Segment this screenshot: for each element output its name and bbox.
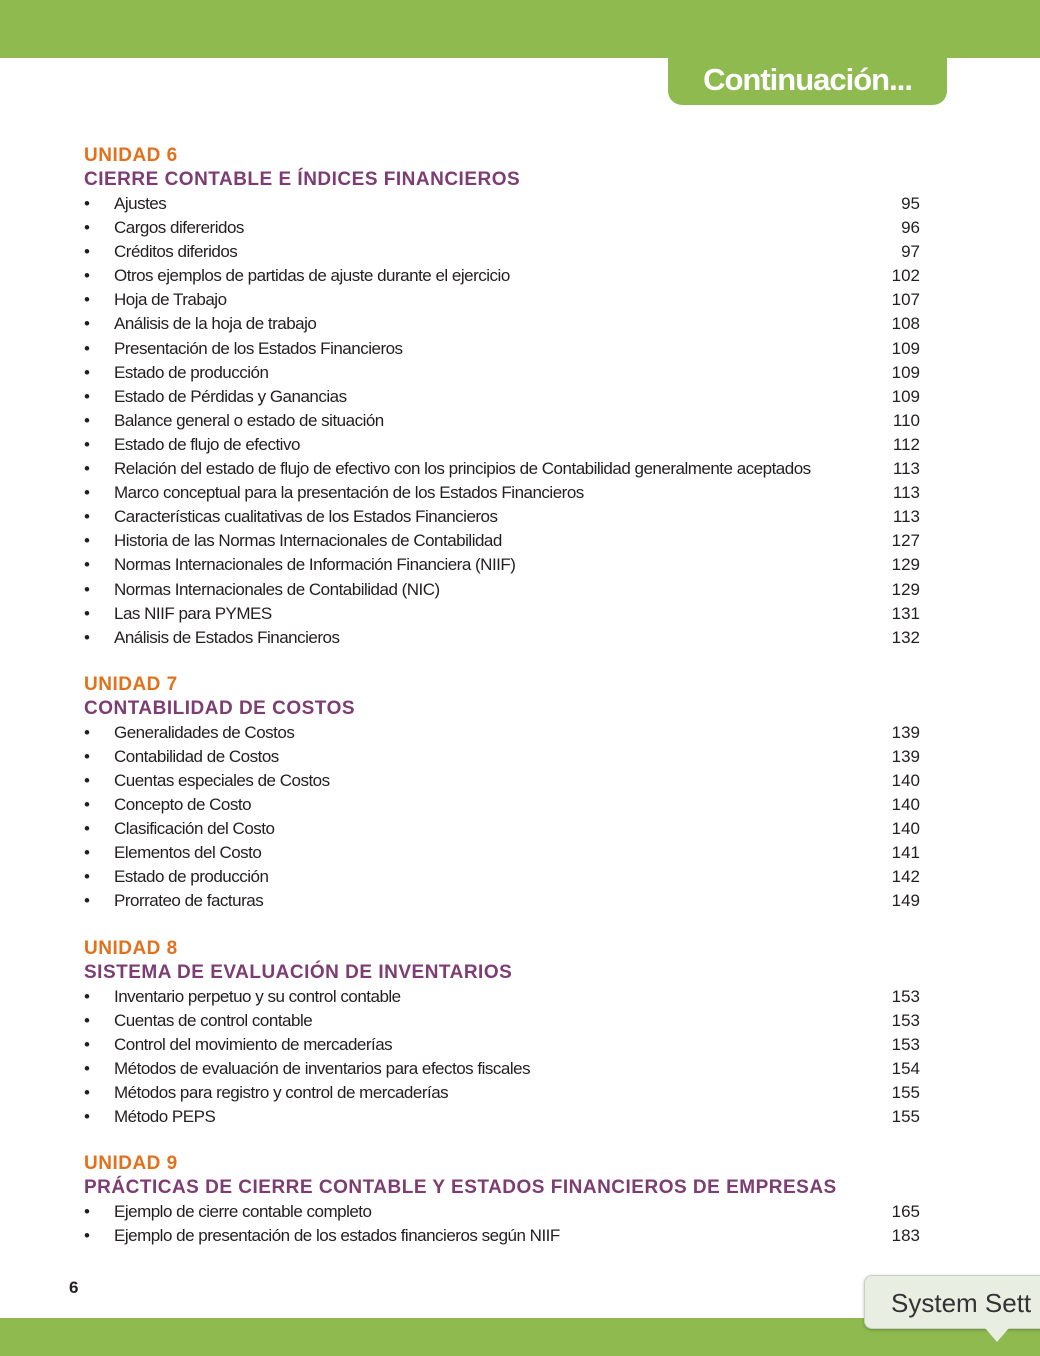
toc-entry-title: Presentación de los Estados Financieros (114, 338, 403, 358)
toc-entry-page: 129 (891, 579, 920, 599)
bullet-icon: • (84, 867, 90, 887)
toc-entry-title: Cargos difereridos (114, 218, 244, 238)
toc-entry-title: Concepto de Costo (114, 795, 252, 815)
toc-entry-page: 153 (891, 986, 920, 1006)
unit-label: UNIDAD 6 (84, 145, 178, 166)
tooltip-arrow-icon (985, 1328, 1009, 1342)
toc-entry-page: 149 (891, 891, 920, 911)
unit-item-list (84, 192, 924, 650)
unit-label: UNIDAD 9 (84, 1153, 178, 1175)
bullet-icon: • (84, 555, 90, 575)
toc-entry (84, 1081, 924, 1105)
bullet-icon: • (84, 986, 90, 1006)
toc-entry-page: 139 (891, 746, 920, 766)
bullet-icon: • (84, 1202, 90, 1222)
unit-section (84, 1152, 924, 1248)
bullet-icon: • (84, 819, 90, 839)
toc-entry-title: Historia de las Normas Internacionales de Contabilidad (114, 531, 502, 551)
toc-entry-title: Cuentas de control contable (114, 1010, 313, 1030)
system-settings-tooltip[interactable]: System Sett (864, 1275, 1040, 1329)
bullet-icon: • (84, 1226, 90, 1246)
toc-entry (84, 1009, 924, 1033)
unit-section (84, 144, 924, 650)
toc-entry-title: Estado de flujo de efectivo (114, 434, 300, 454)
unit-title: CIERRE CONTABLE E ÍNDICES FINANCIEROS (84, 169, 521, 190)
bullet-icon: • (84, 579, 90, 599)
unit-item-list (84, 721, 924, 914)
toc-entry (84, 192, 924, 216)
bullet-icon: • (84, 434, 90, 454)
toc-entry-title: Características cualitativas de los Estados Financieros (114, 507, 498, 527)
toc-entry (84, 361, 924, 385)
toc-entry-page: 110 (892, 410, 920, 430)
toc-entry (84, 529, 924, 553)
toc-entry-title: Clasificación del Costo (114, 819, 275, 839)
toc-entry-title: Créditos diferidos (114, 242, 238, 262)
bullet-icon: • (84, 1010, 90, 1030)
toc-entry-title: Ajustes (114, 194, 167, 213)
toc-entry-page: 140 (891, 770, 920, 790)
toc-entry-page: 154 (891, 1058, 920, 1078)
toc-entry-page: 183 (891, 1226, 920, 1246)
toc-entry (84, 385, 924, 409)
toc-entry-title: Control del movimiento de mercaderías (114, 1034, 393, 1054)
toc-entry-page: 95 (901, 194, 920, 213)
unit-section (84, 673, 924, 914)
toc-entry-title: Ejemplo de cierre contable completo (114, 1202, 372, 1222)
toc-entry-title: Método PEPS (114, 1107, 216, 1126)
toc-entry-title: Análisis de la hoja de trabajo (114, 314, 317, 334)
toc-entry (84, 481, 924, 505)
bullet-icon: • (84, 314, 90, 334)
toc-entry-title: Normas Internacionales de Información Financiera (NIIF) (114, 555, 516, 575)
toc-entry (84, 1105, 924, 1129)
toc-entry-title: Relación del estado de flujo de efectivo con los principios de Contabilidad generalmente aceptados (114, 459, 811, 479)
toc-entry-page: 97 (901, 242, 920, 262)
unit-section (84, 937, 924, 1130)
toc-entry-page: 109 (891, 386, 920, 406)
unit-label: UNIDAD 8 (84, 937, 178, 959)
toc-entry-title: Marco conceptual para la presentación de los Estados Financieros (114, 483, 584, 503)
toc-entry-title: Métodos para registro y control de mercaderías (114, 1082, 449, 1102)
toc-entry-title: Balance general o estado de situación (114, 410, 384, 430)
toc-entry (84, 337, 924, 361)
bullet-icon: • (84, 795, 90, 815)
bullet-icon: • (84, 290, 90, 310)
toc-entry (84, 1033, 924, 1057)
bullet-icon: • (84, 722, 90, 742)
bullet-icon: • (84, 242, 90, 262)
toc-entry (84, 817, 924, 841)
bullet-icon: • (84, 459, 90, 479)
unit-item-list (84, 1200, 924, 1248)
toc-entry-page: 132 (891, 627, 920, 647)
toc-entry-page: 127 (891, 531, 920, 551)
toc-entry-title: Otros ejemplos de partidas de ajuste durante el ejercicio (114, 266, 510, 286)
toc-entry-page: 112 (892, 434, 920, 454)
toc-entry-page: 142 (891, 867, 920, 887)
bullet-icon: • (84, 410, 90, 430)
bullet-icon: • (84, 218, 90, 238)
toc-entry-page: 140 (891, 819, 920, 839)
toc-entry-page: 102 (891, 266, 920, 286)
bullet-icon: • (84, 746, 90, 766)
page-number: 6 (69, 1278, 79, 1297)
toc-entry (84, 793, 924, 817)
table-of-contents (84, 144, 924, 1271)
toc-entry-title: Cuentas especiales de Costos (114, 770, 330, 790)
toc-entry (84, 264, 924, 288)
unit-label: UNIDAD 7 (84, 673, 178, 695)
unit-title: SISTEMA DE EVALUACIÓN DE INVENTARIOS (84, 961, 513, 983)
bullet-icon: • (84, 507, 90, 527)
toc-entry-title: Contabilidad de Costos (114, 746, 279, 766)
toc-entry-page: 141 (891, 843, 920, 863)
toc-entry (84, 1224, 924, 1248)
toc-entry-title: Estado de producción (114, 362, 269, 382)
toc-entry (84, 626, 924, 650)
toc-entry (84, 769, 924, 793)
bullet-icon: • (84, 1058, 90, 1078)
bullet-icon: • (84, 194, 90, 213)
toc-entry (84, 985, 924, 1009)
toc-entry (84, 602, 924, 626)
toc-entry-page: 155 (891, 1082, 920, 1102)
toc-entry-title: Estado de Pérdidas y Ganancias (114, 386, 347, 406)
toc-entry (84, 409, 924, 433)
unit-title: CONTABILIDAD DE COSTOS (84, 697, 356, 719)
toc-entry-page: 155 (891, 1107, 920, 1126)
unit-item-list (84, 985, 924, 1130)
toc-entry (84, 841, 924, 865)
bullet-icon: • (84, 891, 90, 911)
toc-entry (84, 578, 924, 602)
bullet-icon: • (84, 770, 90, 790)
toc-entry-page: 109 (891, 338, 920, 358)
toc-entry-page: 107 (891, 290, 920, 310)
toc-entry-page: 113 (892, 483, 920, 503)
bullet-icon: • (84, 603, 90, 623)
toc-entry (84, 505, 924, 529)
toc-entry (84, 1200, 924, 1224)
toc-entry-page: 109 (891, 362, 920, 382)
toc-entry-title: Prorrateo de facturas (114, 891, 264, 911)
toc-entry (84, 745, 924, 769)
toc-entry-page: 113 (892, 507, 920, 527)
toc-entry-title: Métodos de evaluación de inventarios para efectos fiscales (114, 1058, 531, 1078)
toc-entry-title: Generalidades de Costos (114, 722, 295, 742)
bullet-icon: • (84, 843, 90, 863)
bullet-icon: • (84, 483, 90, 503)
toc-entry-page: 131 (891, 603, 920, 623)
toc-entry-title: Hoja de Trabajo (114, 290, 227, 310)
toc-entry (84, 1057, 924, 1081)
toc-entry-page: 108 (891, 314, 920, 334)
bullet-icon: • (84, 1107, 90, 1126)
toc-entry (84, 240, 924, 264)
toc-entry-title: Elementos del Costo (114, 843, 262, 863)
toc-entry-page: 139 (891, 722, 920, 742)
toc-entry (84, 312, 924, 336)
toc-entry (84, 216, 924, 240)
toc-entry-page: 153 (891, 1010, 920, 1030)
toc-entry-title: Las NIIF para PYMES (114, 603, 272, 623)
toc-entry-title: Análisis de Estados Financieros (114, 627, 340, 647)
toc-entry (84, 433, 924, 457)
toc-entry-page: 165 (891, 1202, 920, 1222)
bullet-icon: • (84, 338, 90, 358)
bullet-icon: • (84, 386, 90, 406)
toc-entry-title: Estado de producción (114, 867, 269, 887)
toc-entry-title: Normas Internacionales de Contabilidad (NIC) (114, 579, 440, 599)
continuation-tab: Continuación... (668, 50, 947, 105)
toc-entry-page: 113 (892, 459, 920, 479)
toc-entry (84, 288, 924, 312)
bullet-icon: • (84, 266, 90, 286)
bullet-icon: • (84, 627, 90, 647)
toc-entry-title: Inventario perpetuo y su control contable (114, 986, 401, 1006)
toc-entry-page: 140 (891, 795, 920, 815)
toc-entry (84, 889, 924, 913)
unit-title: PRÁCTICAS DE CIERRE CONTABLE Y ESTADOS FINANCIEROS DE EMPRESAS (84, 1177, 837, 1199)
toc-entry-page: 96 (901, 218, 920, 238)
toc-entry-page: 129 (891, 555, 920, 575)
bullet-icon: • (84, 1082, 90, 1102)
bullet-icon: • (84, 1034, 90, 1054)
toc-entry-page: 153 (891, 1034, 920, 1054)
bullet-icon: • (84, 531, 90, 551)
toc-entry (84, 553, 924, 577)
bullet-icon: • (84, 362, 90, 382)
toc-entry (84, 721, 924, 745)
toc-entry (84, 457, 924, 481)
toc-entry (84, 865, 924, 889)
toc-entry-title: Ejemplo de presentación de los estados financieros según NIIF (114, 1226, 560, 1246)
